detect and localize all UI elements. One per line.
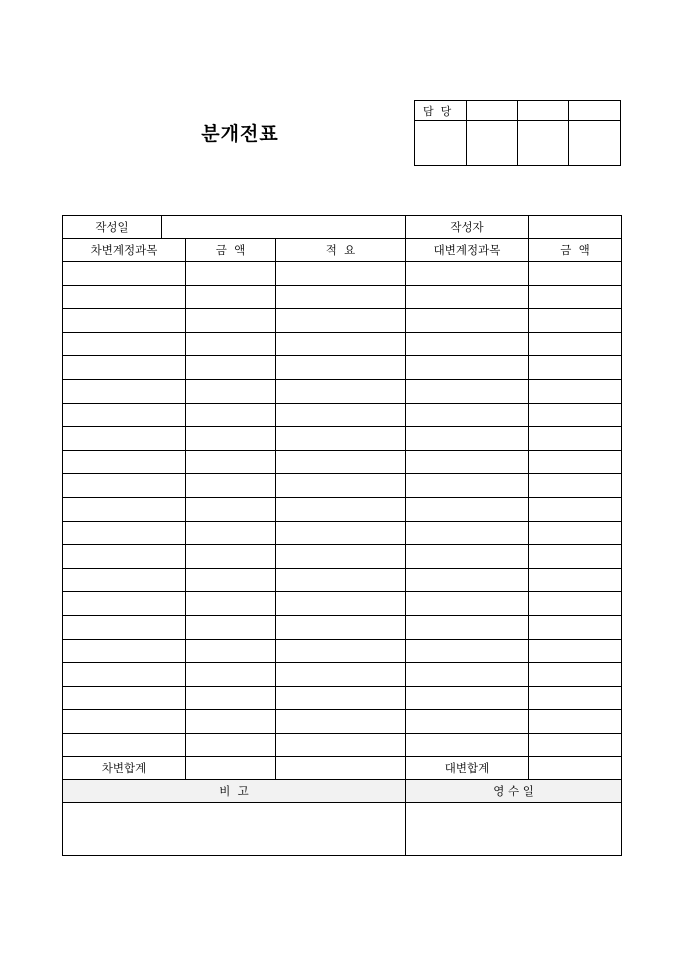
column-header-row bbox=[63, 239, 622, 262]
debit-amount-cell[interactable] bbox=[186, 379, 276, 403]
approval-sign-cell[interactable] bbox=[467, 121, 518, 166]
credit-amount-cell[interactable] bbox=[529, 427, 622, 451]
memo-cell[interactable] bbox=[276, 309, 406, 333]
debit-amount-cell[interactable] bbox=[186, 497, 276, 521]
credit-amount-cell[interactable] bbox=[529, 686, 622, 710]
credit-account-cell[interactable] bbox=[406, 639, 529, 663]
credit-account-cell[interactable] bbox=[406, 332, 529, 356]
debit-account-cell[interactable] bbox=[63, 403, 186, 427]
memo-cell[interactable] bbox=[276, 403, 406, 427]
debit-account-cell[interactable] bbox=[63, 427, 186, 451]
debit-account-cell[interactable] bbox=[63, 474, 186, 498]
entry-row bbox=[63, 568, 622, 592]
credit-account-cell[interactable] bbox=[406, 309, 529, 333]
entry-row bbox=[63, 733, 622, 757]
entry-row bbox=[63, 427, 622, 451]
memo-cell[interactable] bbox=[276, 592, 406, 616]
debit-account-cell[interactable] bbox=[63, 639, 186, 663]
totals-memo-cell bbox=[276, 757, 406, 780]
credit-account-cell[interactable] bbox=[406, 733, 529, 757]
receipt-date-label: 영 수 일 bbox=[406, 780, 622, 803]
debit-account-cell[interactable] bbox=[63, 309, 186, 333]
entry-row bbox=[63, 521, 622, 545]
memo-cell[interactable] bbox=[276, 474, 406, 498]
credit-account-cell[interactable] bbox=[406, 356, 529, 380]
debit-amount-cell[interactable] bbox=[186, 686, 276, 710]
credit-amount-cell[interactable] bbox=[529, 568, 622, 592]
credit-amount-header: 금 액 bbox=[529, 239, 622, 262]
author-value-cell[interactable] bbox=[529, 216, 622, 239]
credit-amount-cell[interactable] bbox=[529, 332, 622, 356]
credit-amount-cell[interactable] bbox=[529, 474, 622, 498]
entry-row bbox=[63, 403, 622, 427]
footer-label-row bbox=[63, 780, 622, 803]
author-label: 작성자 bbox=[406, 216, 529, 239]
memo-header: 적 요 bbox=[276, 239, 406, 262]
credit-amount-cell[interactable] bbox=[529, 379, 622, 403]
memo-cell[interactable] bbox=[276, 568, 406, 592]
approval-box bbox=[414, 100, 621, 166]
credit-account-cell[interactable] bbox=[406, 285, 529, 309]
debit-amount-cell[interactable] bbox=[186, 639, 276, 663]
credit-amount-cell[interactable] bbox=[529, 262, 622, 286]
debit-amount-cell[interactable] bbox=[186, 285, 276, 309]
memo-cell[interactable] bbox=[276, 332, 406, 356]
debit-amount-cell[interactable] bbox=[186, 710, 276, 734]
credit-total-label: 대변합계 bbox=[406, 757, 529, 780]
entry-rows bbox=[63, 262, 622, 757]
entry-row bbox=[63, 450, 622, 474]
entry-row bbox=[63, 285, 622, 309]
entry-row bbox=[63, 639, 622, 663]
entry-row bbox=[63, 545, 622, 569]
remarks-label: 비 고 bbox=[63, 780, 406, 803]
credit-account-cell[interactable] bbox=[406, 403, 529, 427]
entry-row bbox=[63, 686, 622, 710]
memo-cell[interactable] bbox=[276, 663, 406, 687]
entry-row bbox=[63, 332, 622, 356]
memo-cell[interactable] bbox=[276, 545, 406, 569]
credit-amount-cell[interactable] bbox=[529, 733, 622, 757]
memo-cell[interactable] bbox=[276, 639, 406, 663]
credit-account-cell[interactable] bbox=[406, 474, 529, 498]
memo-cell[interactable] bbox=[276, 497, 406, 521]
approval-sign-cell[interactable] bbox=[518, 121, 569, 166]
debit-amount-header: 금 액 bbox=[186, 239, 276, 262]
credit-account-cell[interactable] bbox=[406, 710, 529, 734]
memo-cell[interactable] bbox=[276, 686, 406, 710]
debit-account-cell[interactable] bbox=[63, 686, 186, 710]
entry-row bbox=[63, 309, 622, 333]
debit-account-cell[interactable] bbox=[63, 568, 186, 592]
debit-account-cell[interactable] bbox=[63, 332, 186, 356]
debit-account-cell[interactable] bbox=[63, 262, 186, 286]
entry-row bbox=[63, 379, 622, 403]
memo-cell[interactable] bbox=[276, 379, 406, 403]
credit-account-cell[interactable] bbox=[406, 545, 529, 569]
debit-amount-cell[interactable] bbox=[186, 332, 276, 356]
approval-header-cell bbox=[518, 101, 569, 121]
credit-account-header: 대변계정과목 bbox=[406, 239, 529, 262]
credit-account-cell[interactable] bbox=[406, 262, 529, 286]
credit-amount-cell[interactable] bbox=[529, 285, 622, 309]
memo-cell[interactable] bbox=[276, 521, 406, 545]
memo-cell[interactable] bbox=[276, 427, 406, 451]
credit-account-cell[interactable] bbox=[406, 427, 529, 451]
debit-account-cell[interactable] bbox=[63, 521, 186, 545]
debit-account-cell[interactable] bbox=[63, 663, 186, 687]
debit-amount-cell[interactable] bbox=[186, 592, 276, 616]
page-title: 분개전표 bbox=[201, 123, 279, 145]
credit-account-cell[interactable] bbox=[406, 521, 529, 545]
debit-account-cell[interactable] bbox=[63, 356, 186, 380]
memo-cell[interactable] bbox=[276, 615, 406, 639]
credit-account-cell[interactable] bbox=[406, 497, 529, 521]
debit-account-cell[interactable] bbox=[63, 733, 186, 757]
credit-amount-cell[interactable] bbox=[529, 497, 622, 521]
entry-row bbox=[63, 474, 622, 498]
credit-amount-cell[interactable] bbox=[529, 639, 622, 663]
approval-label: 담 당 bbox=[415, 101, 467, 121]
credit-amount-cell[interactable] bbox=[529, 521, 622, 545]
entry-row bbox=[63, 592, 622, 616]
credit-amount-cell[interactable] bbox=[529, 356, 622, 380]
credit-total-value[interactable] bbox=[529, 757, 622, 780]
debit-amount-cell[interactable] bbox=[186, 545, 276, 569]
debit-total-value[interactable] bbox=[186, 757, 276, 780]
debit-account-cell[interactable] bbox=[63, 450, 186, 474]
credit-account-cell[interactable] bbox=[406, 379, 529, 403]
memo-cell[interactable] bbox=[276, 356, 406, 380]
debit-amount-cell[interactable] bbox=[186, 733, 276, 757]
entry-row bbox=[63, 356, 622, 380]
debit-amount-cell[interactable] bbox=[186, 615, 276, 639]
debit-account-cell[interactable] bbox=[63, 285, 186, 309]
credit-amount-cell[interactable] bbox=[529, 403, 622, 427]
credit-account-cell[interactable] bbox=[406, 568, 529, 592]
debit-amount-cell[interactable] bbox=[186, 309, 276, 333]
debit-amount-cell[interactable] bbox=[186, 403, 276, 427]
debit-amount-cell[interactable] bbox=[186, 663, 276, 687]
debit-amount-cell[interactable] bbox=[186, 568, 276, 592]
info-row bbox=[63, 216, 622, 239]
receipt-date-field[interactable] bbox=[406, 803, 622, 856]
credit-amount-cell[interactable] bbox=[529, 592, 622, 616]
credit-account-cell[interactable] bbox=[406, 686, 529, 710]
credit-amount-cell[interactable] bbox=[529, 309, 622, 333]
debit-amount-cell[interactable] bbox=[186, 450, 276, 474]
debit-account-cell[interactable] bbox=[63, 497, 186, 521]
journal-slip-table bbox=[62, 215, 622, 856]
date-label: 작성일 bbox=[63, 216, 162, 239]
debit-account-header: 차변계정과목 bbox=[63, 239, 186, 262]
debit-amount-cell[interactable] bbox=[186, 262, 276, 286]
debit-account-cell[interactable] bbox=[63, 545, 186, 569]
credit-account-cell[interactable] bbox=[406, 592, 529, 616]
credit-account-cell[interactable] bbox=[406, 450, 529, 474]
footer-body-row bbox=[63, 803, 622, 856]
debit-account-cell[interactable] bbox=[63, 379, 186, 403]
totals-row bbox=[63, 757, 622, 780]
debit-account-cell[interactable] bbox=[63, 615, 186, 639]
credit-amount-cell[interactable] bbox=[529, 710, 622, 734]
memo-cell[interactable] bbox=[276, 450, 406, 474]
debit-account-cell[interactable] bbox=[63, 710, 186, 734]
date-value-cell[interactable] bbox=[162, 216, 406, 239]
debit-amount-cell[interactable] bbox=[186, 474, 276, 498]
credit-amount-cell[interactable] bbox=[529, 615, 622, 639]
entry-row bbox=[63, 615, 622, 639]
credit-account-cell[interactable] bbox=[406, 615, 529, 639]
entry-row bbox=[63, 262, 622, 286]
credit-account-cell[interactable] bbox=[406, 663, 529, 687]
remarks-field[interactable] bbox=[63, 803, 406, 856]
memo-cell[interactable] bbox=[276, 285, 406, 309]
debit-amount-cell[interactable] bbox=[186, 356, 276, 380]
approval-header-cell bbox=[467, 101, 518, 121]
debit-total-label: 차변합계 bbox=[63, 757, 186, 780]
approval-sign-cell[interactable] bbox=[569, 121, 621, 166]
debit-account-cell[interactable] bbox=[63, 592, 186, 616]
approval-header-cell bbox=[569, 101, 621, 121]
memo-cell[interactable] bbox=[276, 710, 406, 734]
entry-row bbox=[63, 710, 622, 734]
memo-cell[interactable] bbox=[276, 733, 406, 757]
credit-amount-cell[interactable] bbox=[529, 663, 622, 687]
entry-row bbox=[63, 663, 622, 687]
debit-amount-cell[interactable] bbox=[186, 427, 276, 451]
credit-amount-cell[interactable] bbox=[529, 545, 622, 569]
memo-cell[interactable] bbox=[276, 262, 406, 286]
credit-amount-cell[interactable] bbox=[529, 450, 622, 474]
approval-sign-cell[interactable] bbox=[415, 121, 467, 166]
entry-row bbox=[63, 497, 622, 521]
debit-amount-cell[interactable] bbox=[186, 521, 276, 545]
